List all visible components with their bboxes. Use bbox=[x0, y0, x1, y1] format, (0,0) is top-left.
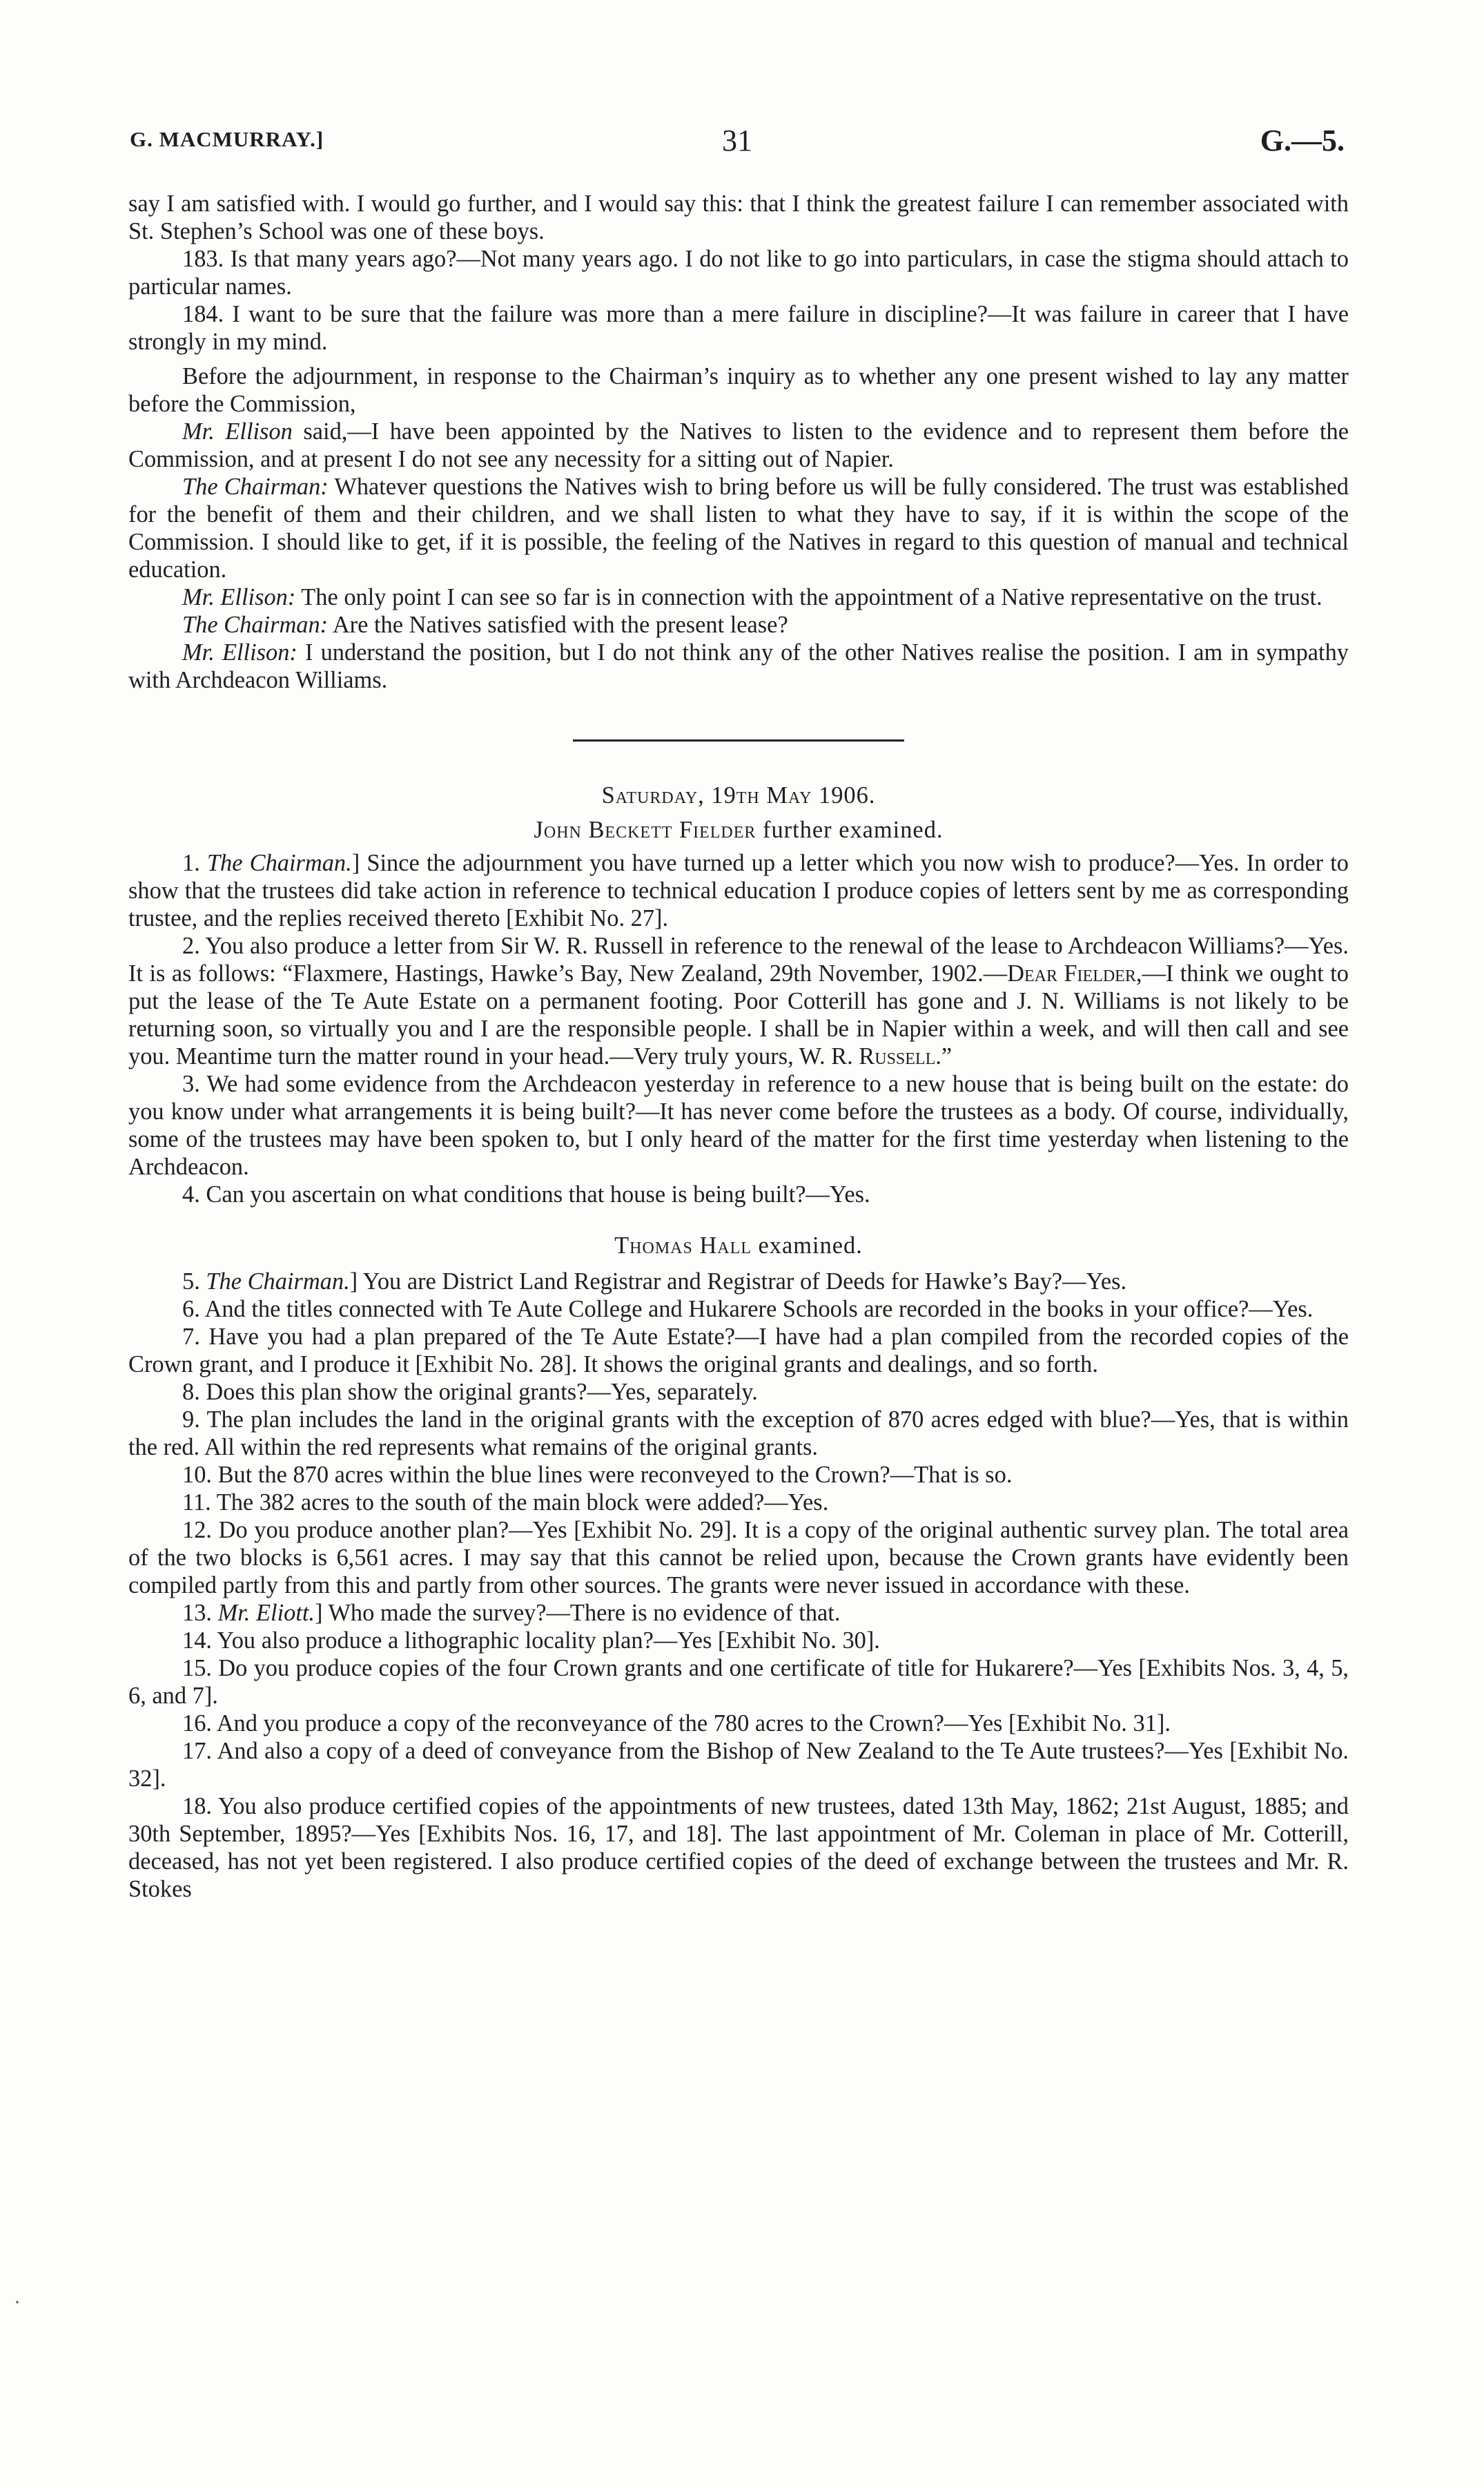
witness-heading bbox=[128, 816, 1349, 844]
question-paragraph: 10. But the 870 acres within the blue lines were reconveyed to the Crown?—That is so. bbox=[182, 1462, 1013, 1488]
question-paragraph bbox=[128, 932, 1349, 1070]
speaker-name: Mr. Eliott. bbox=[217, 1600, 315, 1626]
question-paragraph: 15. Do you produce copies of the four Crown grants and one certificate of title for Hukarere?—Yes [Exhibits Nos. 3, 4, 5, 6, and 7]. bbox=[128, 1655, 1349, 1709]
speaker-name: The Chairman. bbox=[206, 850, 352, 876]
speech-paragraph bbox=[128, 583, 1349, 611]
paragraph: 184. I want to be sure that the failure was more than a mere failure in discipline?—It was failure in career that I have strongly in my mind. bbox=[128, 301, 1349, 355]
speaker-name: The Chairman: bbox=[182, 474, 329, 500]
speaker-name: The Chairman. bbox=[206, 1268, 350, 1295]
question-text: ] Who made the survey?—There is no evidence of that. bbox=[315, 1600, 841, 1626]
speech-text: said,—I have been appointed by the Natives to listen to the evidence and to represent them before the Commission, and at present I do not see any necessity for a sitting out of Napier. bbox=[128, 418, 1349, 472]
speaker-name: The Chairman: bbox=[182, 612, 329, 638]
question-text: 2. You also produce a letter from Sir W. R. Russell in reference to the renewal of the lease to Archdeacon Williams?—Yes. It is as follows: “Flaxmere, Hastings, Hawke’s Bay, New Zealand, 29th November, 1902.— bbox=[128, 933, 1349, 987]
letter-end: .” bbox=[935, 1043, 953, 1070]
question-paragraph: 14. You also produce a lithographic locality plan?—Yes [Exhibit No. 30]. bbox=[182, 1627, 880, 1654]
paragraph: 183. Is that many years ago?—Not many years ago. I do not like to go into particulars, in case the stigma should attach to particular names. bbox=[128, 246, 1349, 300]
question-paragraph: 16. And you produce a copy of the reconveyance of the 780 acres to the Crown?—Yes [Exhibit No. 31]. bbox=[182, 1710, 1171, 1736]
speaker-name: Mr. Ellison bbox=[182, 418, 293, 445]
margin-speck: · bbox=[14, 2291, 21, 2314]
question-paragraph bbox=[128, 1599, 1349, 1627]
question-paragraph: 6. And the titles connected with Te Aute College and Hukarere Schools are recorded in the books in your office?—Yes. bbox=[182, 1296, 1314, 1322]
witness-name: Thomas Hall bbox=[614, 1232, 752, 1259]
question-paragraph: 4. Can you ascertain on what conditions that house is being built?—Yes. bbox=[182, 1181, 870, 1208]
paragraph: say I am satisfied with. I would go further, and I would say this: that I think the greatest failure I can remember associated with St. Stephen’s School was one of these boys. bbox=[128, 191, 1349, 244]
question-paragraph: 11. The 382 acres to the south of the main block were added?—Yes. bbox=[182, 1489, 829, 1516]
speech-text: Are the Natives satisfied with the present lease? bbox=[328, 612, 788, 638]
speaker-name: Mr. Ellison: bbox=[182, 584, 296, 610]
paragraph: Before the adjournment, in response to the Chairman’s inquiry as to whether any one present wished to lay any matter before the Commission, bbox=[128, 363, 1349, 417]
speech-paragraph bbox=[128, 418, 1349, 473]
question-number: 13. bbox=[182, 1600, 218, 1626]
page-number: 31 bbox=[722, 124, 752, 157]
question-paragraph: 9. The plan includes the land in the original grants with the exception of 870 acres edged with blue?—Yes, that is within the red. All within the red represents what remains of the original grants. bbox=[128, 1406, 1349, 1460]
question-number: 5. bbox=[182, 1268, 206, 1295]
question-paragraph bbox=[128, 849, 1349, 932]
speaker-name: Mr. Ellison: bbox=[182, 639, 297, 666]
document-body bbox=[128, 190, 1349, 1903]
speech-text: Whatever questions the Natives wish to bring before us will be fully considered. The trust was established for the benefit of them and their children, and we shall listen to what they have to say, if it is within the scope of the Commission. I should like to get, if it is possible, the feeling of the Natives in regard to this question of manual and technical education. bbox=[128, 474, 1349, 583]
witness-status: further examined. bbox=[756, 817, 944, 843]
question-paragraph: 12. Do you produce another plan?—Yes [Exhibit No. 29]. It is a copy of the original authentic survey plan. The total area of the two blocks is 6,561 acres. I may say that this cannot be relied upon, because the Crown grants have evidently been compiled partly from this and partly from other sources. The grants were never issued in accordance with these. bbox=[128, 1517, 1349, 1598]
question-paragraph: 7. Have you had a plan prepared of the Te Aute Estate?—I have had a plan compiled from the recorded copies of the Crown grant, and I produce it [Exhibit No. 28]. It shows the original grants and dealings, and so forth. bbox=[128, 1324, 1349, 1377]
letter-signature: Russell bbox=[859, 1043, 936, 1070]
speech-paragraph bbox=[128, 639, 1349, 694]
document-reference: G.—5. bbox=[1260, 124, 1345, 157]
question-paragraph bbox=[128, 1268, 1349, 1295]
speech-text: I understand the position, but I do not think any of the other Natives realise the position. I am in sympathy with Archdeacon Williams. bbox=[128, 639, 1349, 693]
witness-heading bbox=[128, 1232, 1349, 1259]
speech-paragraph bbox=[128, 611, 1349, 639]
question-text: ] Since the adjournment you have turned up a letter which you now wish to produce?—Yes. In order to show that the trustees did take action in reference to technical education I produce copies of letters sent by me as corresponding trustee, and the replies received thereto [Exhibit No. 27]. bbox=[128, 850, 1349, 931]
speech-paragraph bbox=[128, 473, 1349, 583]
session-date-heading: Saturday, 19th May 1906. bbox=[601, 782, 876, 809]
witness-name: John Beckett Fielder bbox=[534, 817, 756, 843]
letter-salutation: Dear Fielder bbox=[1007, 960, 1136, 987]
letter-text: ,—I think we ought to put the lease of the Te Aute Estate on a permanent footing. Poor Cotterill has gone and J. N. Williams is not likely to be returning soon, so virtually you and I are the responsible people. I shall be in Napier within a week, and will then call and see you. Meantime turn the matter round in your head.—Very truly yours, W. R. bbox=[128, 960, 1349, 1070]
question-number: 1. bbox=[182, 850, 207, 876]
section-divider bbox=[573, 739, 904, 742]
question-paragraph: 18. You also produce certified copies of the appointments of new trustees, dated 13th May, 1862; 21st August, 1885; and 30th September, 1895?—Yes [Exhibits Nos. 16, 17, and 18]. The last appointment of Mr. Coleman in place of Mr. Cotterill, deceased, has not yet been registered. I also produce certified copies of the deed of exchange between the trustees and Mr. R. Stokes bbox=[128, 1793, 1349, 1902]
page-header bbox=[130, 123, 1345, 164]
question-text: ] You are District Land Registrar and Registrar of Deeds for Hawke’s Bay?—Yes. bbox=[349, 1268, 1127, 1295]
witness-status: examined. bbox=[751, 1232, 863, 1259]
question-paragraph: 8. Does this plan show the original grants?—Yes, separately. bbox=[182, 1379, 758, 1405]
question-paragraph: 17. And also a copy of a deed of conveyance from the Bishop of New Zealand to the Te Aute trustees?—Yes [Exhibit No. 32]. bbox=[128, 1738, 1349, 1792]
header-witness-name: G. MACMURRAY.] bbox=[130, 127, 324, 151]
speech-text: The only point I can see so far is in connection with the appointment of a Native representative on the trust. bbox=[295, 584, 1322, 610]
question-paragraph: 3. We had some evidence from the Archdeacon yesterday in reference to a new house that is being built on the estate: do you know under what arrangements it is being built?—It has never come before the trustees as a body. Of course, individually, some of the trustees may have been spoken to, but I only heard of the matter for the first time yesterday when listening to the Archdeacon. bbox=[128, 1071, 1349, 1180]
